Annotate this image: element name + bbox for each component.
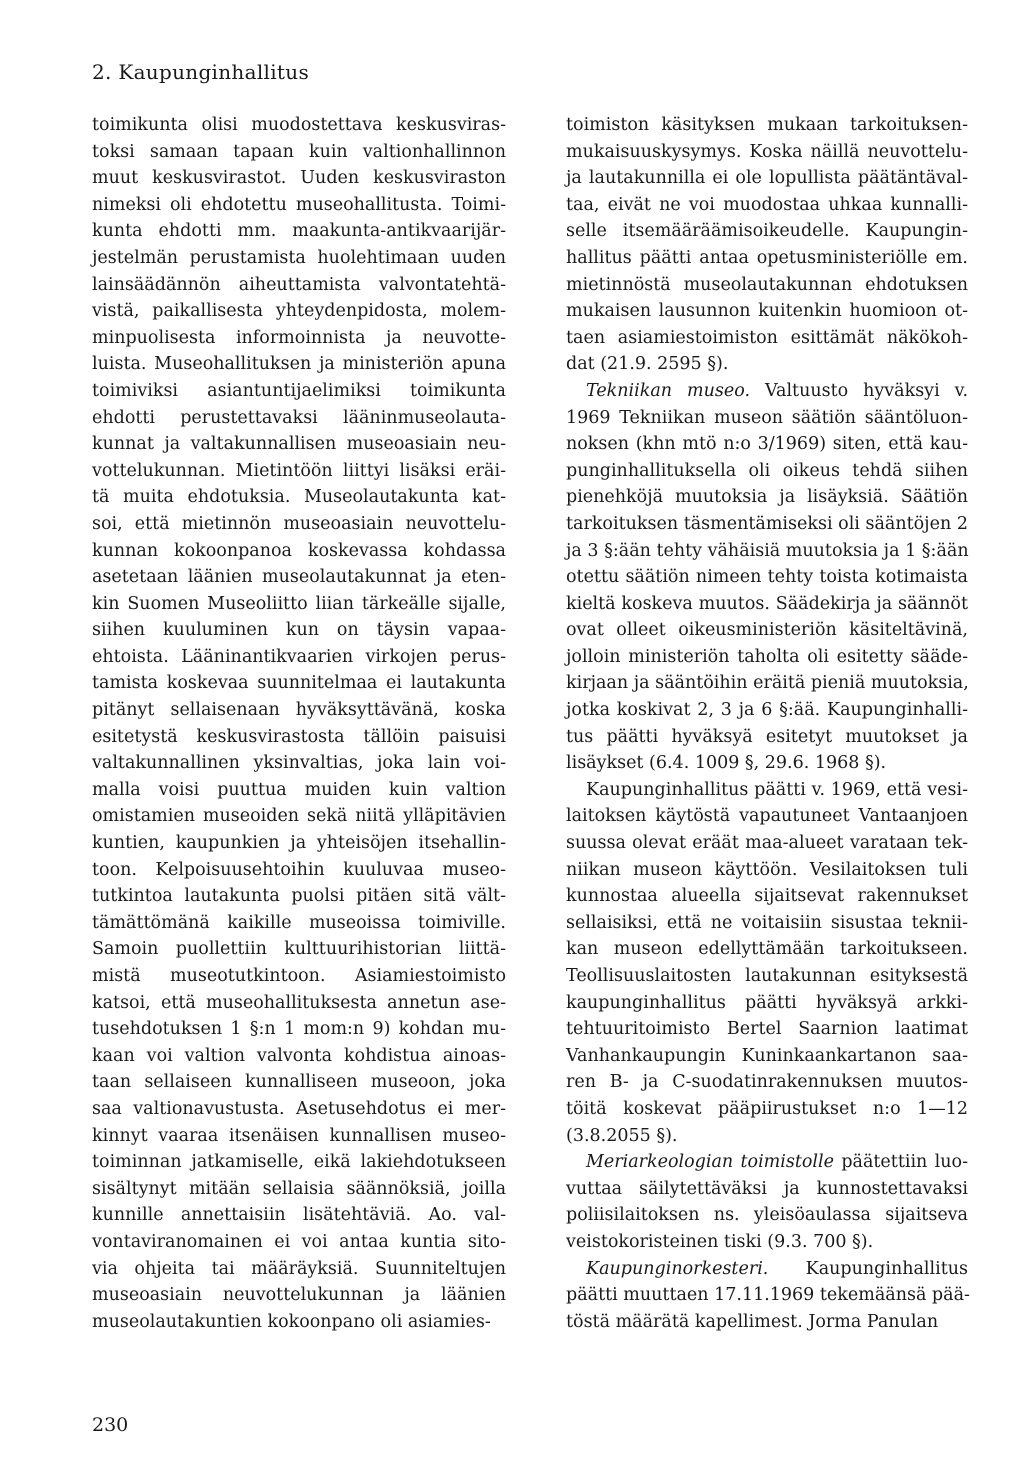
text-line: kin Suomen Museoliitto liian tärkeälle sijalle, [92, 593, 506, 614]
right-column [566, 112, 968, 1335]
text-line: niikan museon käyttöön. Vesilaitoksen tuli [566, 859, 968, 880]
text-line: saa valtionavustusta. Asetusehdotus ei mer- [92, 1098, 506, 1119]
text-line: lisäykset (6.4. 1009 §, 29.6. 1968 §). [566, 753, 887, 774]
text-line: kinnyt vaaraa itsenäisen kunnallisen museo- [92, 1125, 506, 1146]
text-line: nimeksi oli ehdotettu museohallitusta. Toimi- [92, 194, 506, 215]
text-line: tämättömänä kaikille museoissa toimiville. [92, 912, 506, 933]
text-line: ren B- ja C-suodatinrakennuksen muutos- [566, 1072, 968, 1093]
text-line: (3.8.2055 §). [566, 1125, 678, 1146]
text-line: päätti muuttaen 17.11.1969 tekemäänsä pää- [566, 1285, 970, 1306]
text-line: hallitus päätti antaa opetusministeriölle em. [566, 247, 968, 268]
text-line: toimiston käsityksen mukaan tarkoituksen- [566, 115, 968, 135]
text-line: sisältynyt mitään sellaisia säännöksiä, joilla [92, 1178, 506, 1199]
text-line: muut keskusvirastot. Uuden keskusviraston [92, 168, 506, 189]
text-line: Tekniikan museo. Valtuusto hyväksyi v. [586, 380, 969, 401]
text-line: taen asiamiestoimiston esittämät näkökoh- [566, 327, 968, 348]
text-line: otettu säätiön nimeen tehty toista kotimaista [566, 567, 968, 588]
text-line: tutkintoa lautakunta puolsi pitäen sitä vält- [92, 886, 506, 907]
text-line: museoasiain neuvottelukunnan ja läänien [92, 1285, 506, 1306]
text-line: kunnostaa alueella sijaitsevat rakennukset [566, 886, 968, 907]
text-line: kunnille annettaisiin lisätehtäviä. Ao. val- [92, 1205, 506, 1226]
text-line: dat (21.9. 2595 §). [566, 354, 729, 375]
text-line: esitetystä keskusvirastosta tällöin paisuisi [92, 726, 506, 747]
text-line: 1969 Tekniikan museon säätiön sääntöluon- [566, 407, 968, 428]
text-line: mietinnöstä museolautakunnan ehdotuksen [566, 274, 968, 295]
text-line: toon. Kelpoisuusehtoihin kuuluvaa museo- [92, 859, 506, 880]
text-line: kunnan kokoonpanoa koskevassa kohdassa [92, 540, 506, 561]
text-line: asetetaan läänien museolautakunnat ja eten- [92, 567, 506, 588]
text-line: minpuolisesta informoinnista ja neuvotte- [92, 327, 506, 348]
text-line: toimikunta olisi muodostettava keskusviras- [92, 115, 506, 135]
text-line: valtakunnallinen yksinvaltias, joka lain voi- [92, 753, 506, 774]
text-line: ja lautakunnilla ei ole lopullista päätäntäval- [566, 168, 968, 189]
text-line: jolloin ministeriön taholta oli esitetty sääde- [566, 646, 968, 667]
text-line: tehtuuritoimisto Bertel Saarnion laatimat [566, 1019, 968, 1040]
text-line: jestelmän perustamista huolehtimaan uuden [92, 247, 506, 268]
text-line: kunnat ja valtakunnallisen museoasiain neu- [92, 434, 506, 455]
text-line: toiminnan jatkamiselle, eikä lakiehdotukseen [92, 1152, 506, 1173]
text-line: ovat olleet oikeusministeriön käsiteltävinä, [566, 620, 968, 641]
text-line: toimiviksi asiantuntijaelimiksi toimikunta [92, 380, 506, 401]
text-line: vuttaa säilytettäväksi ja kunnostettavaksi [566, 1178, 968, 1199]
text-line: via ohjeita tai määräyksiä. Suunniteltujen [92, 1258, 506, 1279]
text-line: mukaisen lausunnon kuitenkin huomioon ot- [566, 301, 968, 322]
text-line: tus päätti hyväksyä esitetyt muutokset ja [566, 726, 968, 747]
text-line: sellaisiksi, että ne voitaisiin sisustaa teknii- [566, 912, 968, 933]
section-lead: Kaupunginorkesteri. [586, 1258, 769, 1279]
text-line: kirjaan ja sääntöihin eräitä pieniä muutoksia, [566, 673, 969, 694]
text-line: tä muita ehdotuksia. Museolautakunta kat- [92, 487, 506, 508]
text-line: tamista koskevaa suunnitelmaa ei lautakunta [92, 673, 506, 694]
text-line: museolautakuntien kokoonpano oli asiamies- [92, 1311, 491, 1332]
text-line: taan sellaiseen kunnalliseen museoon, joka [92, 1072, 506, 1093]
text-line: Samoin puollettiin kulttuurihistorian liittä- [92, 939, 506, 960]
text-line: pitänyt sellaisenaan hyväksyttävänä, koska [92, 700, 506, 721]
text-line: ja 3 §:ään tehty vähäisiä muutoksia ja 1 §:ään [566, 540, 969, 561]
text-line: Meriarkeologian toimistolle päätettiin luo- [586, 1152, 968, 1173]
text-line: veistokoristeinen tiski (9.3. 700 §). [566, 1231, 874, 1252]
text-line: siihen kuuluminen kun on täysin vapaa- [92, 620, 506, 641]
left-column [92, 112, 506, 1335]
text-line: kuntien, kaupunkien ja yhteisöjen itsehallin- [92, 833, 506, 854]
text-line: ehtoista. Lääninantikvaarien virkojen perus- [92, 646, 506, 667]
text-line: mistä museotutkintoon. Asiamiestoimisto [92, 966, 506, 986]
text-line: tusehdotuksen 1 §:n 1 mom:n 9) kohdan mu- [92, 1019, 506, 1040]
text-line: omistamien museoiden sekä niitä ylläpitävien [92, 806, 506, 827]
text-line: töstä määrätä kapellimest. Jorma Panulan [566, 1311, 939, 1332]
text-line: kaan voi valtion valvonta kohdistua ainoas- [92, 1045, 506, 1066]
text-line: Vanhankaupungin Kuninkaankartanon saa- [566, 1045, 968, 1066]
text-line: kaupunginhallitus päätti hyväksyä arkki- [566, 992, 968, 1013]
text-line: punginhallituksella oli oikeus tehdä siihen [566, 460, 968, 481]
text-line: malla voisi puuttua muiden kuin valtion [92, 779, 506, 800]
text-line: pienehköjä muutoksia ja lisäyksiä. Säätiön [566, 487, 968, 508]
text-line: poliisilaitoksen ns. yleisöaulassa sijaitseva [566, 1205, 968, 1226]
text-line: selle itsemääräämisoikeudelle. Kaupungin- [566, 221, 968, 242]
text-line: kunta ehdotti mm. maakunta-antikvaarijär- [92, 221, 506, 242]
text-line: vottelukunnan. Mietintöön liittyi lisäksi eräi- [92, 460, 506, 481]
text-line: katsoi, että museohallituksesta annetun ase- [92, 992, 506, 1013]
text-line: kan museon edellyttämään tarkoitukseen. [566, 939, 968, 960]
text-line: taa, eivät ne voi muodostaa uhkaa kunnalli- [566, 194, 968, 215]
text-line: jotka koskivat 2, 3 ja 6 §:ää. Kaupunginhalli- [566, 700, 968, 721]
text-line: noksen (khn mtö n:o 3/1969) siten, että kau- [566, 434, 968, 455]
text-line: toksi samaan tapaan kuin valtionhallinnon [92, 141, 506, 162]
text-line: tarkoituksen täsmentämiseksi oli sääntöjen 2 [566, 513, 968, 534]
text-line: töitä koskevat pääpiirustukset n:o 1—12 [566, 1098, 968, 1119]
page-number: 230 [92, 1414, 129, 1436]
text-line: kieltä koskeva muutos. Säädekirja ja säännöt [566, 593, 968, 614]
text-line: ehdotti perustettavaksi lääninmuseolauta- [92, 407, 506, 428]
text-line: suussa olevat eräät maa-alueet varataan tek- [566, 833, 968, 854]
text-line: lainsäädännön aiheuttamista valvontatehtä- [92, 274, 506, 295]
text-line: vontaviranomainen ei voi antaa kuntia sito- [92, 1231, 506, 1252]
text-line: Kaupunginorkesteri. Kaupunginhallitus [586, 1258, 968, 1279]
text-line: Kaupunginhallitus päätti v. 1969, että vesi- [586, 779, 968, 800]
text-line: soi, että mietinnön museoasiain neuvottelu- [92, 513, 506, 534]
section-lead: Tekniikan museo. [586, 380, 751, 401]
text-line: mukaisuuskysymys. Koska näillä neuvottelu- [566, 141, 968, 162]
text-line: luista. Museohallituksen ja ministeriön apuna [92, 354, 506, 375]
text-line: laitoksen käytöstä vapautuneet Vantaanjoen [566, 806, 968, 827]
text-line: Teollisuuslaitosten lautakunnan esityksestä [566, 966, 968, 986]
section-lead: Meriarkeologian toimistolle [586, 1152, 834, 1173]
running-head: 2. Kaupunginhallitus [92, 60, 310, 84]
text-line: vistä, paikallisesta yhteydenpidosta, molem- [92, 301, 506, 322]
